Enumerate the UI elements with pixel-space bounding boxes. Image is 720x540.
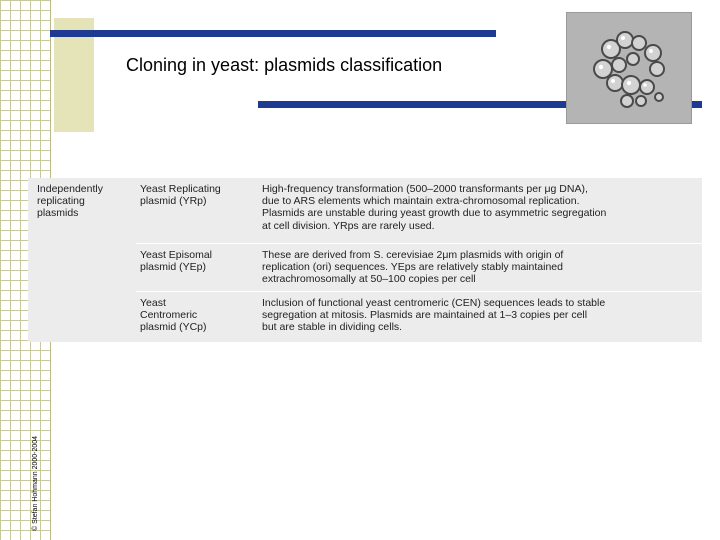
description-line: Inclusion of functional yeast centromeric (CEN) sequences leads to stable	[262, 297, 606, 309]
row-divider	[136, 243, 702, 244]
plasmid-description-cell	[262, 297, 698, 334]
description-line: due to ARS elements which maintain extra-chromosomal replication.	[262, 195, 580, 208]
copyright-notice: © Stefan Hohmann 2000-2004	[32, 435, 39, 531]
plasmid-name-line: Yeast Episomal	[140, 249, 212, 261]
plasmid-name-line: Yeast Replicating	[140, 183, 221, 195]
description-line: These are derived from S. cerevisiae 2μm plasmids with origin of	[262, 249, 564, 261]
description-line: but are stable in dividing cells.	[262, 321, 403, 334]
plasmid-name-line: Centromeric	[140, 309, 198, 322]
category-cell	[37, 183, 137, 220]
category-line: replicating	[37, 195, 85, 208]
plasmid-classification-table	[28, 178, 702, 342]
category-line: plasmids	[37, 207, 79, 220]
slide-title: Cloning in yeast: plasmids classification	[126, 55, 443, 75]
plasmid-name-cell	[140, 183, 256, 207]
plasmid-name-line: plasmid (YRp)	[140, 195, 207, 208]
yeast-cells-photo	[566, 12, 692, 124]
category-line: Independently	[37, 183, 103, 195]
plasmid-description-cell	[262, 249, 698, 286]
plasmid-name-cell	[140, 249, 256, 273]
description-line: High-frequency transformation (500–2000 transformants per μg DNA),	[262, 183, 588, 195]
yeast-cells-micrograph-icon	[567, 13, 691, 123]
plasmid-name-line: plasmid (YCp)	[140, 321, 207, 334]
description-line: Plasmids are unstable during yeast growth due to asymmetric segregation	[262, 207, 607, 220]
row-divider	[136, 291, 702, 292]
plasmid-name-cell	[140, 297, 256, 334]
title-bar-top	[50, 30, 496, 37]
plasmid-description-cell	[262, 183, 698, 232]
description-line: at cell division. YRps are rarely used.	[262, 219, 435, 232]
description-line: extrachromosomally at 50–100 copies per cell	[262, 273, 476, 286]
description-line: segregation at mitosis. Plasmids are maintained at 1–3 copies per cell	[262, 309, 588, 322]
description-line: replication (ori) sequences. YEps are relatively stably maintained	[262, 261, 563, 274]
plasmid-name-line: plasmid (YEp)	[140, 261, 206, 274]
plasmid-name-line: Yeast	[140, 297, 166, 309]
